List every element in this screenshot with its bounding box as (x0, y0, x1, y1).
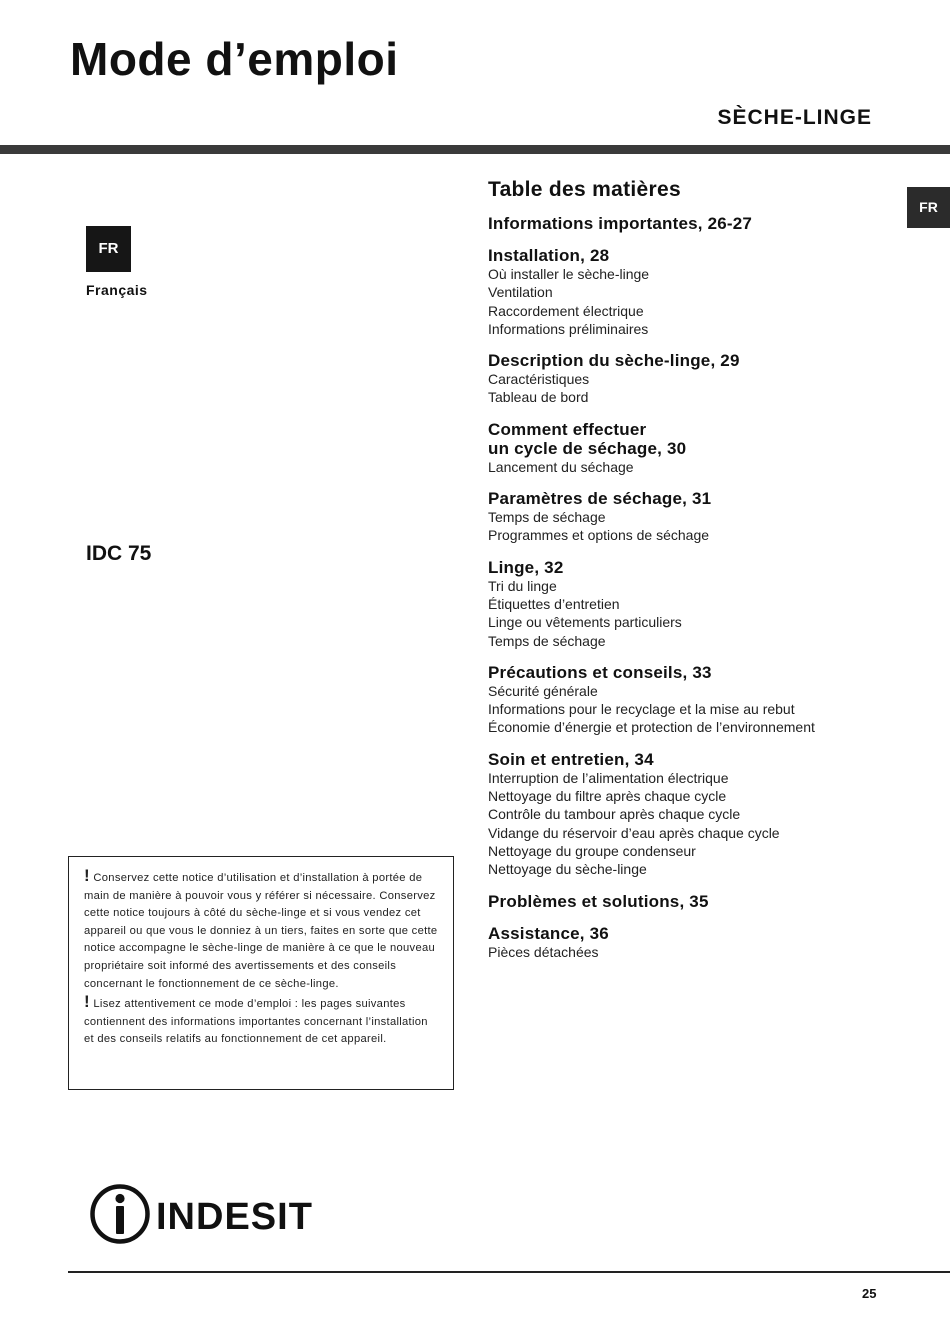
toc-subitem: Vidange du réservoir d’eau après chaque cycle (488, 824, 780, 841)
toc-subitem: Nettoyage du sèche-linge (488, 861, 647, 878)
page-title: Mode d’emploi (70, 33, 399, 85)
toc-heading: Précautions et conseils, 33 (488, 662, 712, 682)
model-number: IDC 75 (86, 542, 152, 565)
brand-name: INDESIT (156, 1196, 313, 1238)
notice-paragraph-1: Conservez cette notice d’utilisation et d’installation à portée de main de manière à pouvoir vous y référer si nécessaire. Conservez cette notice toujours à côté du sèche-linge et si vous vendez cet appareil ou que vous le donniez à un tiers, faites en sorte que cette notice accompagne le sèche-linge de manière à ce que le nouveau propriétaire soit informé des avertissements et des conseils concernant le fonctionnement de ce sèche-linge. (84, 872, 438, 990)
toc-subitem: Interruption de l’alimentation électrique (488, 769, 729, 786)
toc-subitem: Économie d’énergie et protection de l’environnement (488, 719, 815, 736)
toc-subitem: Pièces détachées (488, 943, 599, 960)
toc-heading: Description du sèche-linge, 29 (488, 351, 740, 371)
notice-box (68, 856, 454, 1090)
toc-subitem: Nettoyage du groupe condenseur (488, 842, 696, 859)
language-side-tab: FR (907, 187, 950, 228)
toc-heading: Linge, 32 (488, 557, 564, 577)
toc-subitem: Tri du linge (488, 577, 557, 594)
toc-heading: Installation, 28 (488, 246, 610, 265)
toc-section (488, 214, 888, 233)
toc-subitem: Ventilation (488, 284, 553, 301)
indesit-logo-icon (88, 1183, 318, 1245)
toc-section (488, 246, 888, 338)
toc-subitem: Tableau de bord (488, 389, 589, 406)
toc-subitem: Programmes et options de séchage (488, 527, 710, 544)
toc-subitem: Où installer le sèche-linge (488, 266, 650, 282)
language-label: Français (86, 282, 148, 298)
toc-heading: Paramètres de séchage, 31 (488, 489, 712, 509)
footer-divider (68, 1271, 950, 1273)
toc-section (488, 489, 888, 545)
toc-heading: Comment effectuer un cycle de séchage, 30 (488, 419, 687, 458)
toc-heading: Assistance, 36 (488, 923, 609, 943)
toc-subitem: Étiquettes d’entretien (488, 595, 620, 612)
toc-subitem: Caractéristiques (488, 371, 590, 388)
toc-section (488, 663, 888, 737)
toc-section (488, 558, 888, 650)
toc-section (488, 420, 888, 476)
product-category: SÈCHE-LINGE (717, 106, 872, 129)
toc-heading: Informations importantes, 26-27 (488, 214, 753, 233)
notice-paragraph-2: Lisez attentivement ce mode d’emploi : les pages suivantes contiennent des informations importantes concernant l’installation et des conseils relatifs au fonctionnement de cet appareil. (84, 998, 428, 1046)
warning-icon: ! (84, 992, 90, 1012)
indesit-logo (88, 1183, 318, 1245)
toc-section (488, 924, 888, 961)
toc-subitem: Informations préliminaires (488, 320, 649, 337)
table-of-contents (488, 178, 888, 974)
toc-heading: Problèmes et solutions, 35 (488, 891, 709, 911)
page-number: 25 (862, 1286, 877, 1301)
toc-section (488, 892, 888, 911)
toc-subitem: Temps de séchage (488, 632, 606, 649)
toc-subitem: Contrôle du tambour après chaque cycle (488, 806, 741, 823)
toc-subitem: Nettoyage du filtre après chaque cycle (488, 788, 727, 805)
toc-title: Table des matières (488, 178, 681, 201)
toc-heading: Soin et entretien, 34 (488, 749, 654, 769)
toc-subitem: Linge ou vêtements particuliers (488, 614, 682, 631)
toc-sections (488, 214, 888, 961)
warning-icon: ! (84, 866, 90, 885)
toc-subitem: Temps de séchage (488, 509, 606, 526)
toc-subitem: Raccordement électrique (488, 302, 644, 319)
toc-section (488, 351, 888, 407)
language-code-badge: FR (86, 226, 131, 272)
toc-subitem: Lancement du séchage (488, 458, 634, 475)
header-divider (0, 145, 950, 154)
toc-subitem: Sécurité générale (488, 682, 598, 699)
toc-subitem: Informations pour le recyclage et la mise au rebut (488, 701, 795, 718)
toc-section (488, 750, 888, 879)
